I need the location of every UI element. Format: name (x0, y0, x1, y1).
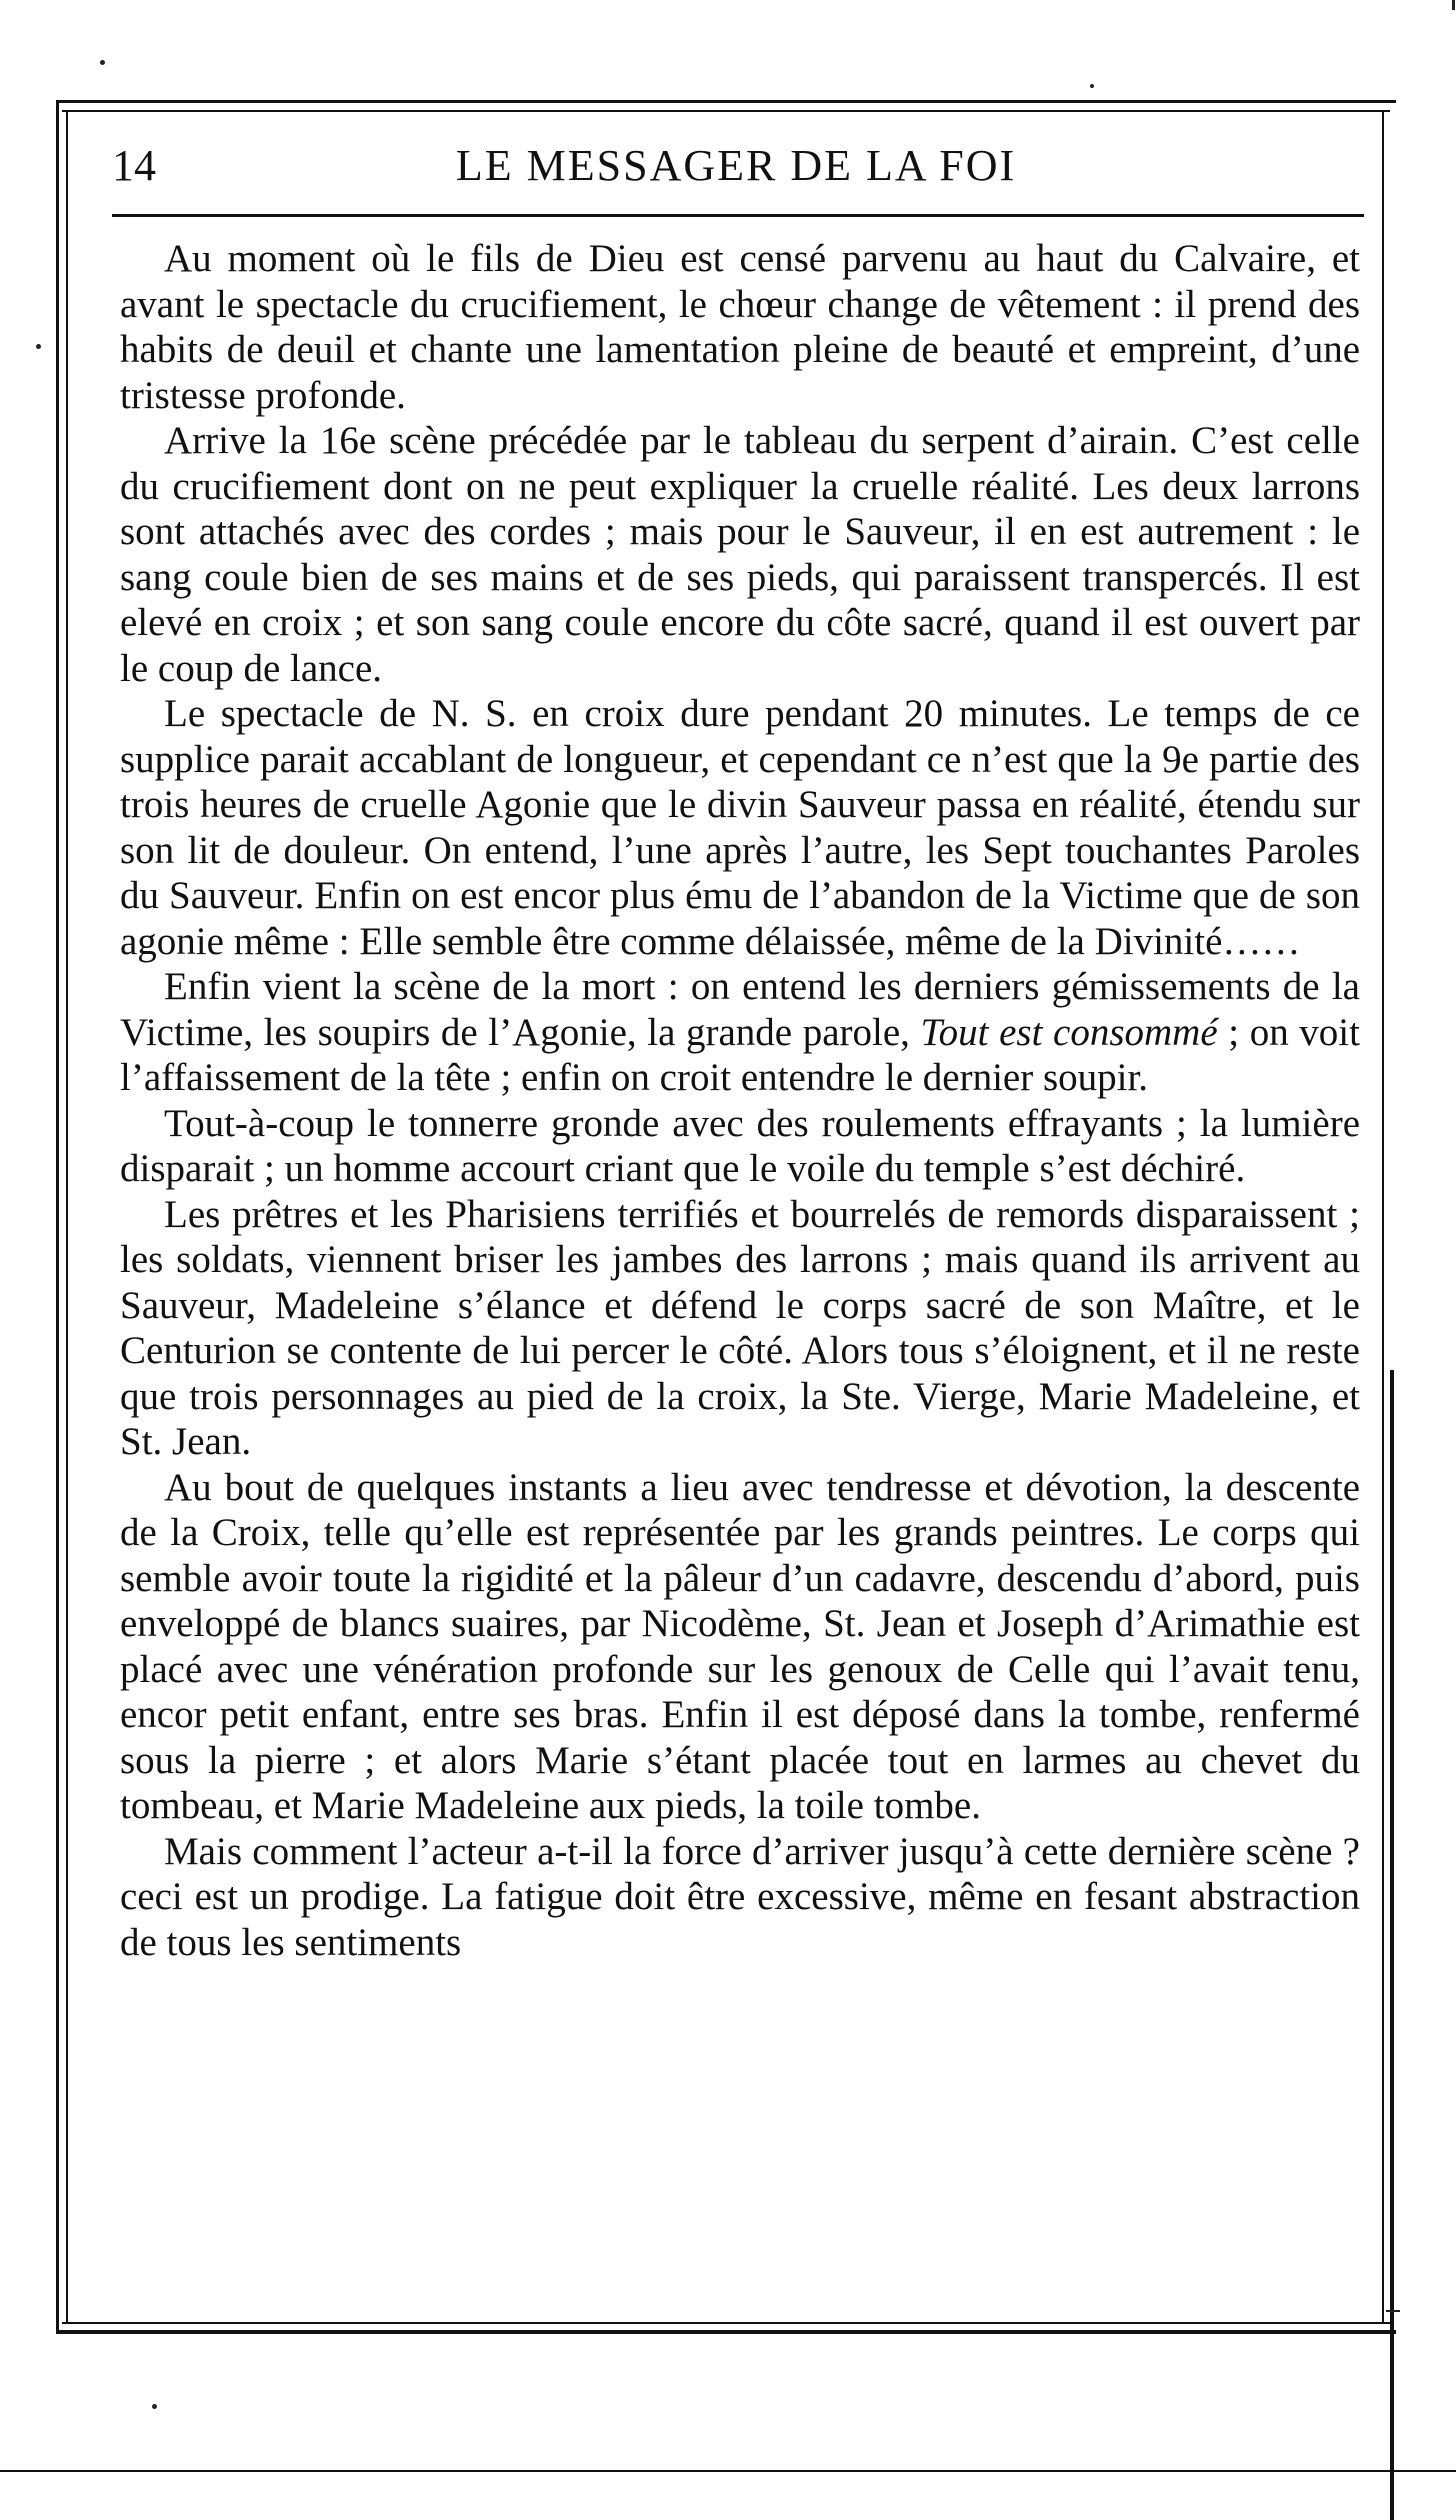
paragraph: Tout-à-coup le tonnerre gronde avec des roulements effrayants ; la lumière disparait ; un homme accourt criant que le voile du temple s’est déchiré. (120, 1101, 1360, 1190)
header-separator (112, 214, 1364, 217)
scan-speck (152, 2404, 157, 2409)
body-text (120, 236, 1360, 1965)
scan-mark (1452, 0, 1455, 10)
paragraph: Au moment où le fils de Dieu est censé parvenu au haut du Calvaire, et avant le spectacle du crucifiement, le chœur change de vêtement : il prend des habits de deuil et chante une lamentation pleine de beauté et empreint, d’une tristesse profonde. (120, 237, 1360, 417)
scan-speck (1090, 84, 1094, 88)
left-rule-outer (56, 100, 59, 2332)
paragraph: Au bout de quelques instants a lieu avec tendresse et dévotion, la descente de la Croix, telle qu’elle est représentée par les grands peintres. Le corps qui semble avoir toute la rigidité et la pâleur d’un cadavre, descendu d’abord, puis enveloppé de blancs suaires, par Nicodème, St. Jean et Joseph d’Arimathie est placé avec une vénération profonde sur les genoux de Celle qui l’avait tenu, encor petit enfant, entre ses bras. Enfin il est déposé dans la tombe, renfermé sous la pierre ; et alors Marie s’étant placée tout en larmes au chevet du tombeau, et Marie Madeleine aux pieds, la toile tombe. (120, 1465, 1360, 1827)
scan-mark (1386, 2310, 1400, 2312)
paragraph: Les prêtres et les Pharisiens terrifiés et bourrelés de remords disparaissent ; les soldats, viennent briser les jambes des larrons ; mais quand ils arrivent au Sauveur, Madeleine s’élance et défend le corps sacré de son Maître, et le Centurion se contente de lui percer le côté. Alors tous s’éloignent, et il ne reste que trois personnages au pied de la croix, la Ste. Vierge, Marie Madeleine, et St. Jean. (120, 1192, 1360, 1463)
top-rule-outer (56, 100, 1396, 103)
top-rule-inner (62, 110, 1390, 112)
right-rule-inner (1382, 110, 1384, 2322)
paragraph: Enfin vient la scène de la mort : on entend les derniers gémissements de la Victime, les soupirs de l’Agonie, la grande parole, Tout est consommé ; on voit l’affaissement de la tête ; enfin on croit entendre le dernier soupir. (120, 965, 1360, 1099)
page-header (112, 140, 1360, 200)
scan-speck (100, 60, 105, 65)
scan-speck (36, 344, 41, 349)
paragraph: Mais comment l’acteur a-t-il la force d’arriver jusqu’à cette dernière scène ? ceci est un prodige. La fatigue doit être excessive, même en fesant abstraction de tous les sentiments (120, 1829, 1360, 1964)
bottom-rule-outer (56, 2330, 1396, 2334)
bottom-rule-long (0, 2470, 1456, 2472)
left-rule-inner (66, 110, 68, 2324)
page-number: 14 (112, 141, 156, 190)
paragraph: Arrive la 16e scène précédée par le tableau du serpent d’airain. C’est celle du crucifiement dont on ne peut expliquer la cruelle réalité. Les deux larrons sont attachés avec des cordes ; mais pour le Sauveur, il en est autrement : le sang coule bien de ses mains et de ses pieds, qui paraissent transpercés. Il est elevé en croix ; et son sang coule encore du côte sacré, quand il est ouvert par le coup de lance. (120, 419, 1360, 690)
paragraph: Le spectacle de N. S. en croix dure pendant 20 minutes. Le temps de ce supplice parait accablant de longueur, et cependant ce n’est que la 9e partie des trois heures de cruelle Agonie que le divin Sauveur passa en réalité, étendu sur son lit de douleur. On entend, l’une après l’autre, les Sept touchantes Paroles du Sauveur. Enfin on est encor plus ému de l’abandon de la Victime que de son agonie même : Elle semble être comme délaissée, même de la Divinité…… (120, 692, 1360, 963)
bottom-rule-inner (62, 2322, 1392, 2324)
right-rule-outer (1390, 1370, 1394, 2520)
emphasis: Tout est consommé (920, 1010, 1218, 1054)
running-title: LE MESSAGER DE LA FOI (455, 141, 1017, 190)
